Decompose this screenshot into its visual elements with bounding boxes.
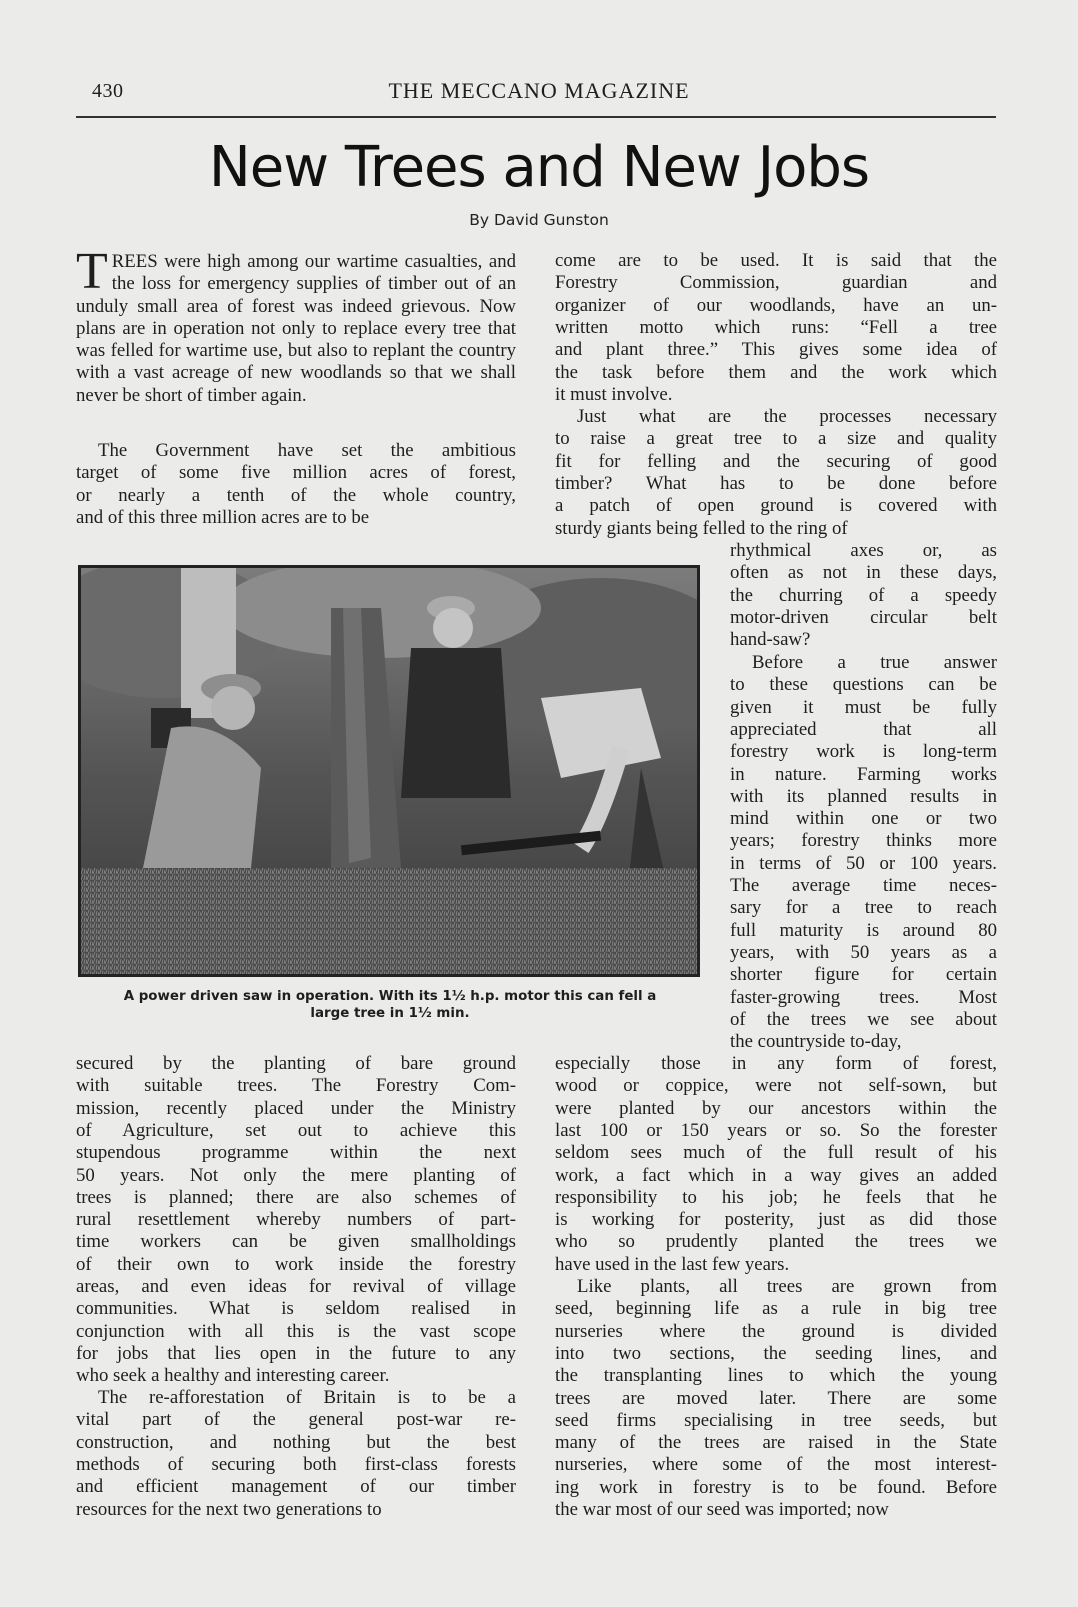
intro-paragraph xyxy=(76,243,516,407)
text-line: to these questions can be xyxy=(730,674,997,696)
text-line: many of the trees are raised in the State xyxy=(555,1432,997,1454)
text-line: sturdy giants being felled to the ring of xyxy=(555,517,848,539)
text-line: seed firms specialising in tree seeds, but xyxy=(555,1409,997,1431)
text-line: it must involve. xyxy=(555,383,673,405)
text-line: fit for felling and the securing of good xyxy=(555,450,997,472)
text-line: seldom sees much of the full result of his xyxy=(555,1142,997,1164)
text-line: wood or coppice, were not self-sown, but xyxy=(555,1075,997,1097)
text-line: work, a fact which in a way gives an added xyxy=(555,1164,997,1186)
text-line: Before a true answer xyxy=(752,652,997,673)
text-line: with suitable trees. The Forestry Com- xyxy=(76,1075,516,1097)
text-line: come are to be used. It is said that the xyxy=(555,250,997,271)
forestry-photo xyxy=(78,565,700,977)
text-line: often as not in these days, xyxy=(730,562,997,584)
article-title: New Trees and New Jobs xyxy=(208,135,870,200)
text-line: rural resettlement whereby numbers of part- xyxy=(76,1209,516,1231)
text-line: mind within one or two xyxy=(730,808,997,830)
text-line: and efficient management of our timber xyxy=(76,1476,516,1498)
text-line: shorter figure for certain xyxy=(730,964,997,986)
text-line: 50 years. Not only the mere planting of xyxy=(76,1164,516,1186)
text-line: rhythmical axes or, as xyxy=(730,540,997,561)
text-line: especially those in any form of forest, xyxy=(555,1053,997,1074)
text-line: motor-driven circular belt xyxy=(730,606,997,628)
text-line: written motto which runs: “Fell a tree xyxy=(555,316,997,338)
text-line: Just what are the processes necessary xyxy=(577,406,997,427)
text-line: last 100 or 150 years or so. So the forester xyxy=(555,1119,997,1141)
caption-line-2: large tree in 1½ min. xyxy=(310,1006,470,1021)
text-line: forestry work is long-term xyxy=(730,741,997,763)
text-line: nurseries where the ground is divided xyxy=(555,1320,997,1342)
text-line: The average time neces- xyxy=(730,875,997,896)
text-line: and of this three million acres are to be xyxy=(76,506,370,528)
text-line: resources for the next two generations to xyxy=(76,1498,382,1520)
text-line: in terms of 50 or 100 years. xyxy=(730,852,997,874)
text-line: Like plants, all trees are grown from xyxy=(577,1276,997,1297)
text-line: the war most of our seed was imported; now xyxy=(555,1499,889,1520)
text-line: vital part of the general post-war re- xyxy=(76,1409,516,1431)
text-line: who seek a healthy and interesting career. xyxy=(76,1365,390,1387)
text-line: timber? What has to be done before xyxy=(555,472,997,494)
text-line: into two sections, the seeding lines, and xyxy=(555,1342,997,1364)
photo-caption xyxy=(76,988,704,1022)
text-line: the task before them and the work which xyxy=(555,361,997,383)
drop-cap: T xyxy=(76,243,108,300)
text-line: of the trees we see about xyxy=(730,1008,997,1030)
text-line: appreciated that all xyxy=(730,718,997,740)
running-title: THE MECCANO MAGAZINE xyxy=(388,78,690,103)
text-line: areas, and even ideas for revival of village xyxy=(76,1276,516,1297)
header-rule xyxy=(76,116,996,118)
caption-line-1: A power driven saw in operation. With its 1½ h.p. motor this can fell a xyxy=(123,989,657,1004)
text-line: communities. What is seldom realised in xyxy=(76,1298,516,1320)
text-line: in nature. Farming works xyxy=(730,763,997,785)
page-number: 430 xyxy=(92,80,124,102)
text-line: methods of securing both first-class forests xyxy=(76,1453,516,1475)
text-line: secured by the planting of bare ground xyxy=(76,1053,516,1074)
text-line: full maturity is around 80 xyxy=(730,919,997,941)
text-line: the transplanting lines to which the young xyxy=(555,1365,997,1387)
text-line: target of some five million acres of forest, xyxy=(76,462,516,484)
text-line: organizer of our woodlands, have an un- xyxy=(555,294,997,316)
text-line: or nearly a tenth of the whole country, xyxy=(76,484,516,506)
text-line: conjunction with all this is the vast scope xyxy=(76,1320,516,1342)
text-line: ing work in forestry is to be found. Before xyxy=(555,1476,997,1498)
text-line: for jobs that lies open in the future to any xyxy=(76,1342,516,1364)
text-line: stupendous programme within the next xyxy=(76,1142,516,1164)
text-line: the churring of a speedy xyxy=(730,584,997,606)
text-line: who so prudently planted the trees we xyxy=(555,1231,997,1253)
text-line: construction, and nothing but the best xyxy=(76,1431,516,1453)
text-line: responsibility to his job; he feels that he xyxy=(555,1186,997,1208)
text-line: and plant three.” This gives some idea of xyxy=(555,339,997,361)
text-line: given it must be fully xyxy=(730,696,997,718)
text-line: seed, beginning life as a rule in big tree xyxy=(555,1298,997,1320)
text-line: have used in the last few years. xyxy=(555,1253,790,1275)
text-line: to raise a great tree to a size and quality xyxy=(555,428,997,450)
text-line: sary for a tree to reach xyxy=(730,897,997,919)
text-line: the countryside to-day, xyxy=(730,1031,902,1053)
text-line: mission, recently placed under the Ministry xyxy=(76,1097,516,1119)
text-line: is working for posterity, just as did those xyxy=(555,1209,997,1231)
text-line: Forestry Commission, guardian and xyxy=(555,272,997,294)
text-line: nurseries, where some of the most interest- xyxy=(555,1454,997,1476)
text-line: a patch of open ground is covered with xyxy=(555,495,997,517)
intro-text: REES were high among our wartime casualties, and the loss for emergency supplies of timber out of an unduly small area of forest was indeed grievous. Now plans are in operation not only to replace every tree that was felled for wartime use, but also to replant the country with a vast acreage of new woodlands so that we shall never be short of timber again. xyxy=(76,251,516,406)
text-line: years; forestry thinks more xyxy=(730,830,997,852)
text-line: The Government have set the ambitious xyxy=(98,440,516,461)
text-line: were planted by our ancestors within the xyxy=(555,1097,997,1119)
text-line: faster-growing trees. Most xyxy=(730,986,997,1008)
text-line: hand-saw? xyxy=(730,629,811,651)
text-line: with its planned results in xyxy=(730,785,997,807)
text-line: of their own to work inside the forestry xyxy=(76,1253,516,1275)
text-line: years, with 50 years as a xyxy=(730,941,997,963)
text-line: trees are moved later. There are some xyxy=(555,1387,997,1409)
text-line: trees is planned; there are also schemes of xyxy=(76,1186,516,1208)
text-line: of Agriculture, set out to achieve this xyxy=(76,1119,516,1141)
text-line: The re-afforestation of Britain is to be a xyxy=(98,1387,516,1408)
article-byline: By David Gunston xyxy=(469,211,609,229)
text-line: time workers can be given smallholdings xyxy=(76,1231,516,1253)
